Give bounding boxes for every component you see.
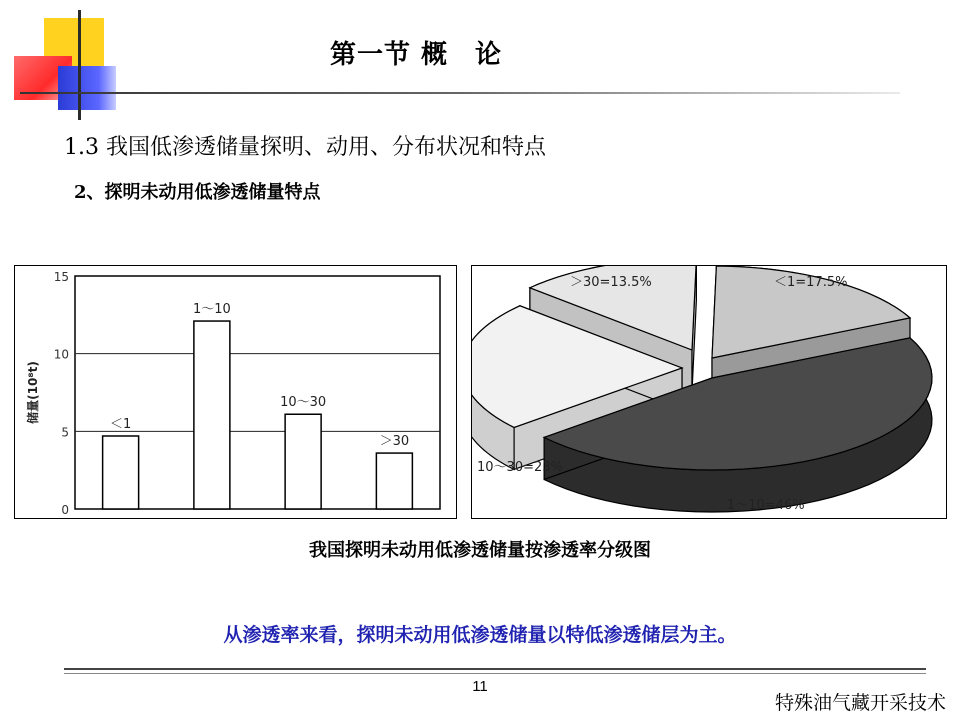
bar-category-label: ＜1: [109, 416, 132, 432]
bar-ytick-label: 5: [61, 425, 69, 440]
figure-caption: 我国探明未动用低渗透储量按渗透率分级图: [309, 540, 651, 561]
pie-chart: [472, 266, 946, 518]
bar-category-label: 1～10: [192, 302, 231, 318]
bar-ytick-label: 10: [53, 347, 69, 362]
corner-decoration-blue: [58, 66, 116, 110]
bar-chart-panel: [14, 265, 457, 519]
bar-category-label: 10～30: [280, 395, 327, 411]
page-number: 11: [472, 678, 488, 695]
slide-title: 第一节 概 论: [330, 40, 503, 70]
bar-chart: [15, 266, 456, 518]
bar: [376, 453, 412, 509]
bar-ytick-label: 0: [61, 503, 69, 517]
subsection-heading: 2、探明未动用低渗透储量特点: [74, 182, 321, 203]
bar: [103, 436, 139, 509]
pie-slice-label: ＜1=17.5%: [774, 275, 848, 290]
pie-slice-label: 1～10=46%: [727, 498, 805, 513]
footer-rule-thin: [64, 673, 926, 674]
corner-decoration-line: [78, 10, 81, 120]
footer-rule: [64, 668, 926, 670]
pie-chart-panel: [471, 265, 947, 519]
bar-ytick-label: 15: [53, 270, 69, 284]
header-rule: [20, 92, 900, 94]
conclusion-text: 从渗透率来看，探明未动用低渗透储量以特低渗透储层为主。: [223, 624, 737, 646]
section-heading: 1.3 我国低渗透储量探明、动用、分布状况和特点: [64, 135, 546, 160]
footer-course-title: 特殊油气藏开采技术: [774, 692, 946, 714]
pie-slice-label: 10～30=23%: [477, 460, 563, 475]
bar: [285, 414, 321, 509]
bar-ylabel: 储量(10⁸t): [26, 361, 40, 424]
bar-category-label: ＞30: [379, 434, 410, 450]
pie-slice-label: ＞30=13.5%: [570, 275, 652, 290]
bar: [194, 321, 230, 509]
